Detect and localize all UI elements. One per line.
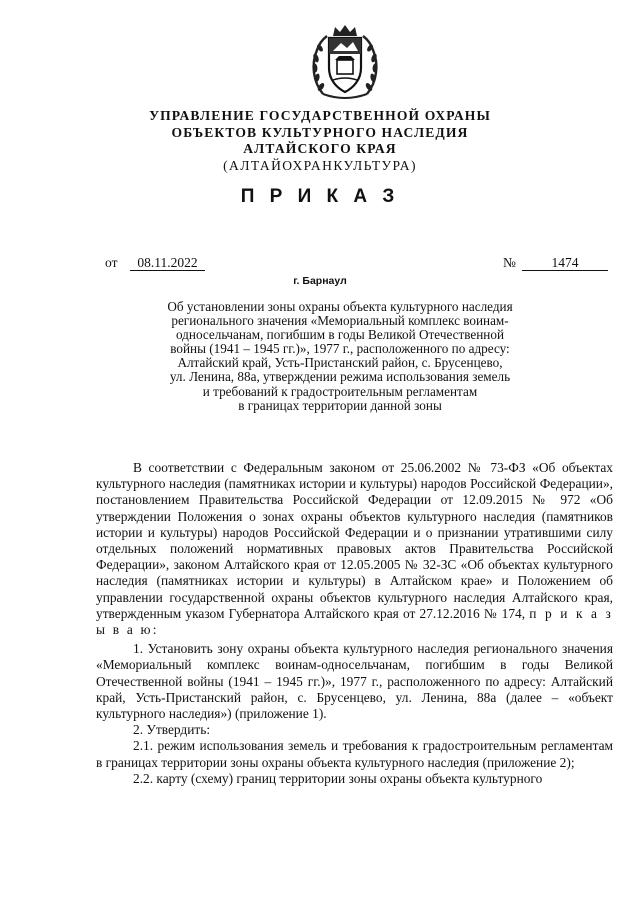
subject-line: регионального значения «Мемориальный комплекс воинам- <box>171 313 509 329</box>
command-word: п р и к а з ы в а ю: <box>96 605 613 638</box>
item-2-2-paragraph: 2.2. карту (схему) границ территории зоны охраны объекта культурного <box>133 770 543 786</box>
city-name: г. Барнаул <box>293 275 347 287</box>
order-subject <box>130 300 550 413</box>
order-date: 08.11.2022 <box>130 255 205 271</box>
agency-short-name: (АЛТАЙОХРАНКУЛЬТУРА) <box>223 157 417 173</box>
subject-line: Об установлении зоны охраны объекта культурного наследия <box>167 299 513 314</box>
item-1-paragraph: 1. Установить зону охраны объекта культурного наследия регионального значения «Мемориальный комплекс воинам-односельчанам, погибшим в годы Великой Отечественной войны (1941 – 1945 гг.)», 1977 г., расположенного по адресу: Алтайский край, Усть-Пристанский район, с. Брусенцево, ул. Ленина, 88а (далее – «объект культурного наследия») (приложение 1). <box>96 641 613 722</box>
coat-of-arms-emblem <box>309 24 381 102</box>
subject-line: и требований к градостроительным регламентам <box>202 383 478 399</box>
agency-header <box>0 108 640 174</box>
item-2-paragraph: 2. Утвердить: <box>133 722 211 738</box>
subject-line: ул. Ленина, 88а, утверждении режима использования земель <box>169 369 511 385</box>
item-2-1-paragraph: 2.1. режим использования земель и требования к градостроительным регламентам в границах территории зоны охраны объекта культурного наследия (приложение 2); <box>96 738 613 770</box>
subject-line: войны (1941 – 1945 гг.)», 1977 г., расположенного по адресу: <box>170 341 510 357</box>
agency-name-line-2: ОБЪЕКТОВ КУЛЬТУРНОГО НАСЛЕДИЯ <box>171 124 469 140</box>
preamble-paragraph <box>96 460 613 638</box>
preamble-text: В соответствии с Федеральным законом от 25.06.2002 № 73-ФЗ «Об объектах культурного наследия (памятниках истории и культуры) народов Российской Федерации», постановлением Правительства Российской Федерации от 12.09.2015 № 972 «Об утверждении Положения о зонах охраны объектов культурного наследия (памятников истории и культуры) народов Российской Федерации и о признании утратившими силу отдельных положений нормативных правовых актов Правительства Российской Федерации», законом Алтайского края от 12.05.2005 № 32-ЗС «Об объектах культурного наследия (памятниках истории и культуры) в Алтайском крае» и Положением об управлении государственной охраны объектов культурного наследия Алтайского края, утвержденным указом Губернатора Алтайского края от 27.12.2016 № 174, <box>96 460 613 621</box>
agency-name-line-3: АЛТАЙСКОГО КРАЯ <box>243 141 397 156</box>
order-number: 1474 <box>522 255 608 271</box>
subject-line: Алтайский край, Усть-Пристанский район, с. Брусенцево, <box>177 355 503 371</box>
date-label: от <box>105 255 118 270</box>
number-label: № <box>503 255 516 270</box>
document-title: П Р И К А З <box>240 186 400 207</box>
subject-line: односельчанам, погибшим в годы Великой Отечественной <box>175 327 505 343</box>
subject-line: в границах территории данной зоны <box>238 397 442 413</box>
agency-name-line-1: УПРАВЛЕНИЕ ГОСУДАРСТВЕННОЙ ОХРАНЫ <box>149 108 491 123</box>
order-body <box>96 460 613 787</box>
